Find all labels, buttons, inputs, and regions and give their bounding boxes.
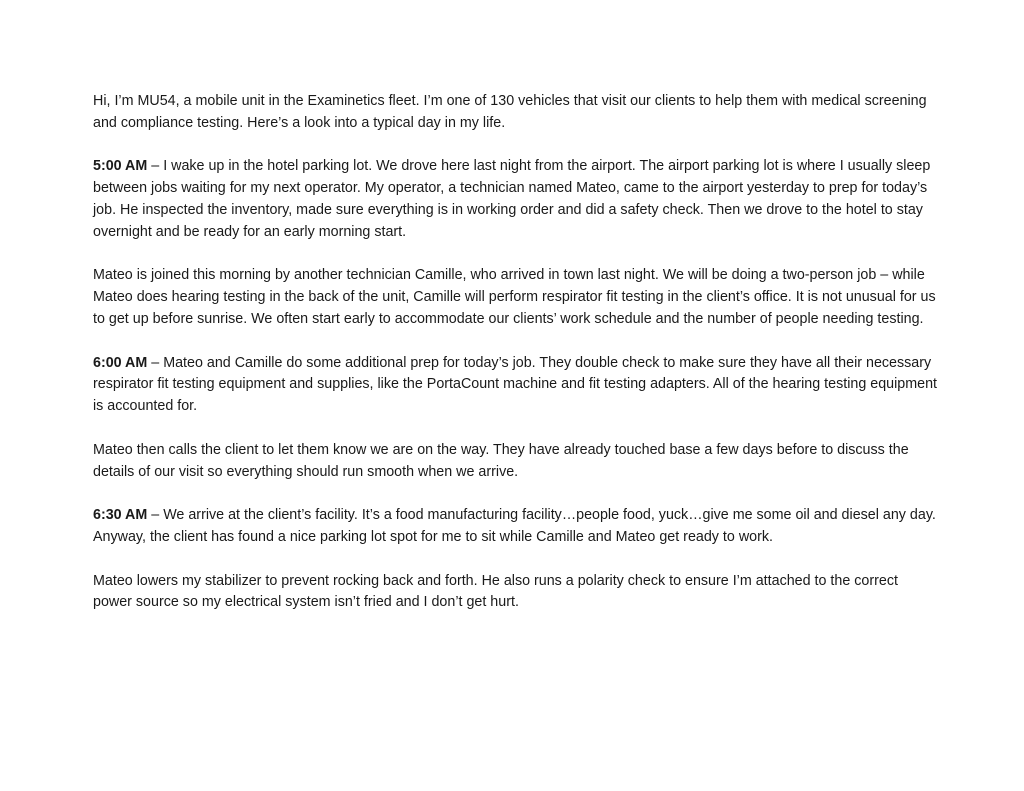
intro-paragraph: Hi, I’m MU54, a mobile unit in the Examinetics fleet. I’m one of 130 vehicles that visit our clients to help them with medical screening and compliance testing. Here’s a look into a typical day in my life. (93, 93, 927, 131)
entry-5am-paragraph (93, 156, 938, 243)
entry-6am-time: 6:00 AM (93, 354, 148, 371)
entry-630am-text: – We arrive at the client’s facility. It’s a food manufacturing facility…people food, yuck…give me some oil and diesel any day. Anyway, the client has found a nice parking lot spot for me to sit while Camille and Mateo get ready to work. (93, 507, 936, 545)
client-call-paragraph: Mateo then calls the client to let them know we are on the way. They have already touched base a few days before to discuss the details of our visit so everything should run smooth when we arrive. (93, 441, 909, 480)
entry-630am-time: 6:30 AM (93, 507, 148, 524)
entry-630am-paragraph (93, 505, 938, 549)
camille-paragraph: Mateo is joined this morning by another technician Camille, who arrived in town last night. We will be doing a two-person job – while Mateo does hearing testing in the back of the unit, Camille will perform respirator fit testing in the client’s office. It is not unusual for us to get up before sunrise. We often start early to accommodate our clients’ work schedule and the number of people needing testing. (93, 267, 936, 327)
entry-5am-text: – I wake up in the hotel parking lot. We drove here last night from the airport. The airport parking lot is where I usually sleep between jobs waiting for my next operator. My operator, a technician named Mateo, came to the airport yesterday to prep for today’s job. He inspected the inventory, made sure everything is in working order and did a safety check. Then we drove to the hotel to stay overnight and be ready for an early morning start. (93, 158, 931, 240)
document-body (93, 91, 938, 636)
stabilizer-paragraph: Mateo lowers my stabilizer to prevent rocking back and forth. He also runs a polarity check to ensure I’m attached to the correct power source so my electrical system isn’t fried and I don’t get hurt. (93, 572, 898, 611)
entry-6am-text: – Mateo and Camille do some additional prep for today’s job. They double check to make sure they have all their necessary respirator fit testing equipment and supplies, like the PortaCount machine and fit testing adapters. All of the hearing testing equipment is accounted for. (93, 354, 938, 415)
entry-6am-paragraph (93, 353, 938, 418)
entry-5am-time: 5:00 AM (93, 158, 148, 175)
